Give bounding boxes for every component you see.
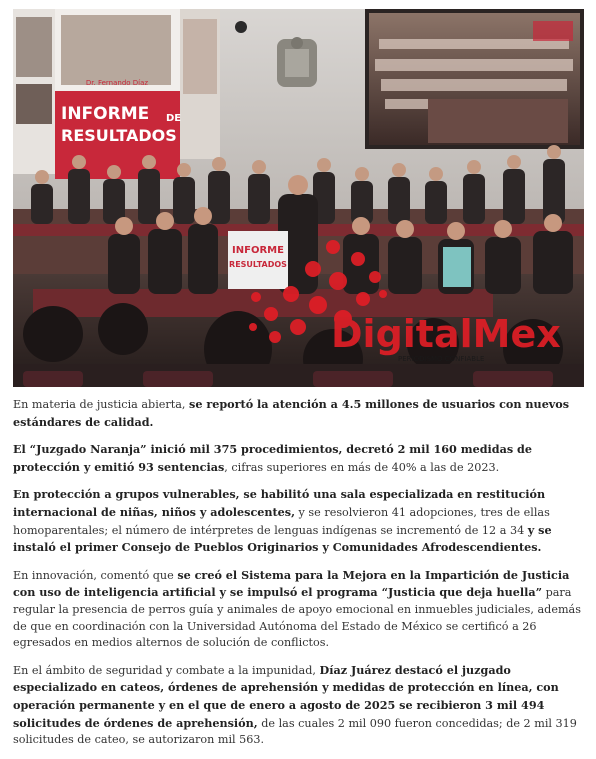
text-run: , cifras superiores en más de 40% a las de 2023. (224, 460, 500, 474)
bold-text-run: En protección a grupos vulnerables, se habilitó una sala especializada en restitución internacional de niñas, niños y adolescentes, (13, 487, 546, 519)
podium-line2: RESULTADOS (229, 260, 287, 269)
paragraph-open-justice (13, 396, 585, 431)
paragraph-vulnerable-groups (13, 486, 585, 556)
watermark-subtitle: PERIODISMO CONFIABLE (398, 355, 485, 363)
bold-text-run: Díaz Juárez destacó el juzgado especializado en cateos, órdenes de aprehensión y medidas de protección en línea, con operación permanente y en el que de enero a agosto de 2025 se recibieron 3 mil 494 solicitudes de órdenes de aprehensión, (13, 662, 559, 730)
paragraph-juzgado-naranja (13, 441, 585, 476)
text-run: y se resolvieron 41 adopciones, tres de ellas homoparentales; el número de intérpretes de lenguas indígenas se incrementó de 12 a 34 (13, 505, 550, 537)
banner-caption: Dr. Fernando Díaz (85, 79, 149, 87)
watermark-text: DigitalMex (331, 312, 561, 356)
banner-title-line1: INFORME (61, 104, 150, 124)
security-camera-icon (235, 21, 247, 33)
text-run: En materia de justicia abierta, (13, 398, 190, 411)
article-body (13, 396, 585, 759)
banner-title-line3: RESULTADOS (61, 126, 177, 145)
paragraph-security (13, 662, 585, 749)
paragraph-innovation (13, 567, 585, 652)
coat-of-arms-icon (277, 37, 317, 87)
podium-line1: INFORME (232, 245, 284, 256)
text-run: En el ámbito de seguridad y combate a la impunidad, (13, 663, 320, 677)
event-photo (13, 9, 584, 387)
text-run: para regular la presencia de perros guía y animales de apoyo emocional en inmuebles judiciales, además de que en coordinación con la Universidad Autónoma del Estado de México se certificó a 26 egresados en medios alternos de solución de conflictos. (13, 586, 581, 650)
bold-text-run: y se instaló el primer Consejo de Pueblos Originarios y Comunidades Afrodescendientes. (13, 522, 552, 555)
bold-text-run: El “Juzgado Naranja” inició mil 375 procedimientos, decretó 2 mil 160 medidas de protección y emitió 93 sentencias (13, 442, 532, 474)
bold-text-run: se creó el Sistema para la Mejora en la Impartición de Justicia con uso de inteligencia artificial y se impulsó el programa “Justicia que deja huella” (13, 567, 570, 600)
text-run: de las cuales 2 mil 090 fueron concedidas; de 2 mil 319 solicitudes de cateo, se autorizaron mil 563. (13, 716, 577, 747)
banner-title-line2: DE (166, 113, 182, 124)
text-run: En innovación, comentó que (13, 568, 178, 582)
bold-text-run: se reportó la atención a 4.5 millones de usuarios con nuevos estándares de calidad. (13, 397, 570, 429)
